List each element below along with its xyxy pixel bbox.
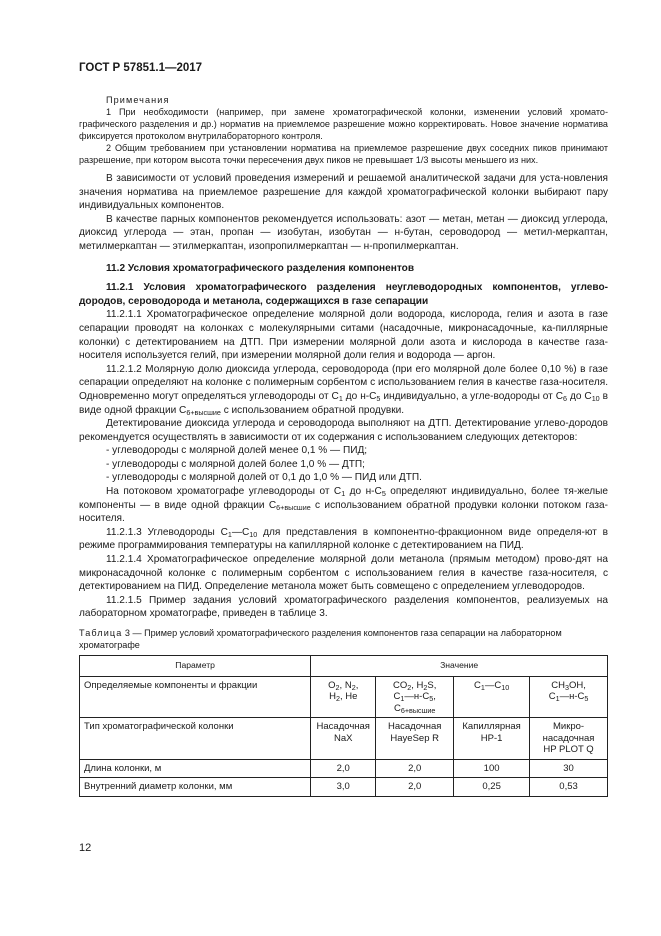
list-item: - углеводороды с молярной долей менее 0,1 % — ПИД; [106, 445, 368, 457]
table-cell: $O_2$, $N_2$, $H_2$, He [311, 676, 376, 718]
table-cell: $CH_3OH$, $C_1—н-С_5$ [530, 676, 608, 718]
table-chromatography-conditions [79, 655, 608, 797]
notes-block [79, 94, 608, 166]
page-content [79, 94, 608, 797]
document-header: ГОСТ Р 57851.1—2017 [79, 62, 203, 74]
list-item: - углеводороды с молярной долей от 0,1 до 1,0 % — ПИД или ДТП. [106, 472, 422, 484]
table-cell: $C_1—C_{10}$ [454, 676, 530, 718]
table-cell: Насадочная HayeSep R [376, 718, 454, 760]
paragraph-component-pairs: В качестве парных компонентов рекомендуется использовать: азот — метан, метан — диоксид углерода, диоксид углерода — этан, пропан — изобутан, изобутан — н-бутан, сероводород — метил-меркаптан, метилмеркаптан — этилмеркаптан, изопропилмеркаптан — н-пропилмеркаптан. [79, 213, 608, 252]
table-cell: 30 [530, 759, 608, 778]
paragraph-11-2-1-5: 11.2.1.5 Пример задания условий хроматографического разделения компонентов, реализуемых на лабораторном хроматографе, приведен в таблице 3. [79, 594, 608, 620]
paragraph-11-2-1-1: 11.2.1.1 Хроматографическое определение молярной доли водорода, кислорода, гелия и азота в газе сепарации проводят на колонках с молекулярными ситами (насадочные, микронасадочные, ка-пиллярные колонки) с детектированием на ДТП. При измерении молярной доли азота и кислорода в качестве газа-носителя используется гелий, при измерении молярной доли гелия и водорода — аргон. [79, 309, 608, 362]
column-header-value: Значение [311, 656, 608, 677]
table-row [80, 676, 608, 718]
table-cell: Капиллярная HP-1 [454, 718, 530, 760]
paragraph-detection: Детектирование диоксида углерода и сероводорода выполняют на ДТП. Детектирование углево-дородов рекомендуется осуществлять в зависимости от их содержания с использованием следующих детекторов: [79, 418, 608, 443]
paragraph-11-2-1-2: 11.2.1.2 Молярную долю диоксида углерода, сероводорода (при его молярной доле более 0,10 %) в газе сепарации определяют на колонке с полимерным сорбентом с использованием гелия в качестве газа-носителя. Одновременно могут определяться углеводороды от $С_1$ до $н-С_5$ индивидуально, а угле-водороды от $С_6$ до $С_{10}$ в виде одной фракции $С_{6+высшие}$ с использованием обратной продувки. [79, 363, 608, 417]
row-label: Тип хроматографической колонки [80, 718, 311, 760]
section-title-11-2-1: 11.2.1 Условия хроматографического разделения неуглеводородных компонентов, углево-дородов, сероводорода и метанола, содержащихся в газе сепарации [79, 282, 608, 307]
section-title-11-2: 11.2 Условия хроматографического разделения компонентов [106, 262, 415, 274]
table-cell: $CO_2$, $H_2S$, $C_1—н-С_5$, $C_{6+высшие}$ [376, 676, 454, 718]
table-cell: 3,0 [311, 778, 376, 797]
table-header-row [80, 656, 608, 677]
table-cell: Микро- насадочная HP PLOT Q [530, 718, 608, 760]
table-cell: 0,25 [454, 778, 530, 797]
table-cell: 0,53 [530, 778, 608, 797]
list-item: - углеводороды с молярной долей более 1,0 % — ДТП; [106, 458, 365, 470]
page-number: 12 [79, 842, 92, 854]
note-1: 1 При необходимости (например, при замене хроматографической колонки, изменении условий хромато-графического разделения и др.) норматив на приемлемое разрешение можно корректировать. Новое значение норматива фиксируется протоколом внутрилабораторного контроля. [79, 107, 608, 141]
table-cell: 2,0 [376, 759, 454, 778]
notes-title: Примечания [106, 95, 170, 105]
table-row [80, 718, 608, 760]
table-cell: Насадочная NaX [311, 718, 376, 760]
paragraph-resolution-norm: В зависимости от условий проведения измерений и решаемой аналитической задачи для уста-новления значения норматива на приемлемое разрешение для каждой хроматографической колонки выбирают пару индивидуальных компонентов. [79, 173, 608, 212]
table-row [80, 759, 608, 778]
table-cell: 100 [454, 759, 530, 778]
row-label: Внутренний диаметр колонки, мм [80, 778, 311, 797]
table-caption: Таблица 3 — Пример условий хроматографического разделения компонентов газа сепарации на лабораторном хроматографе [79, 628, 562, 650]
paragraph-11-2-1-3: 11.2.1.3 Углеводороды $С_1—С_{10}$ для представления в компонентно-фракционном виде определя-ют в режиме программирования температуры на капиллярной колонке с детектированием на ПИД. [79, 526, 608, 552]
table-cell: 2,0 [311, 759, 376, 778]
paragraph-11-2-1-4: 11.2.1.4 Хроматографическое определение молярной доли метанола (прямым методом) прово-дят на микронасадочной колонке с полимерным сорбентом с использованием гелия в качестве газа-носителя, с детектированием на ПИД. Определение метанола может быть совмещено с определением углеводородов. [79, 554, 608, 593]
paragraph-stream-chromatograph: На потоковом хроматографе углеводороды от $С_1$ до $н-С_5$ определяют индивидуально, более тя-желые компоненты — в виде одной фракции $С_{6+высшие}$ с использованием обратной продувки колонки потоком газа-носителя. [79, 486, 608, 525]
column-header-parameter: Параметр [80, 656, 311, 677]
table-row [80, 778, 608, 797]
row-label: Определяемые компоненты и фракции [80, 676, 311, 718]
note-2: 2 Общим требованием при установлении норматива на приемлемое разрешение двух соседних пиков принимают разрешение, при котором высота точки пересечения двух пиков не превышает 1/3 высоты меньшего из них. [79, 143, 608, 165]
row-label: Длина колонки, м [80, 759, 311, 778]
table-cell: 2,0 [376, 778, 454, 797]
